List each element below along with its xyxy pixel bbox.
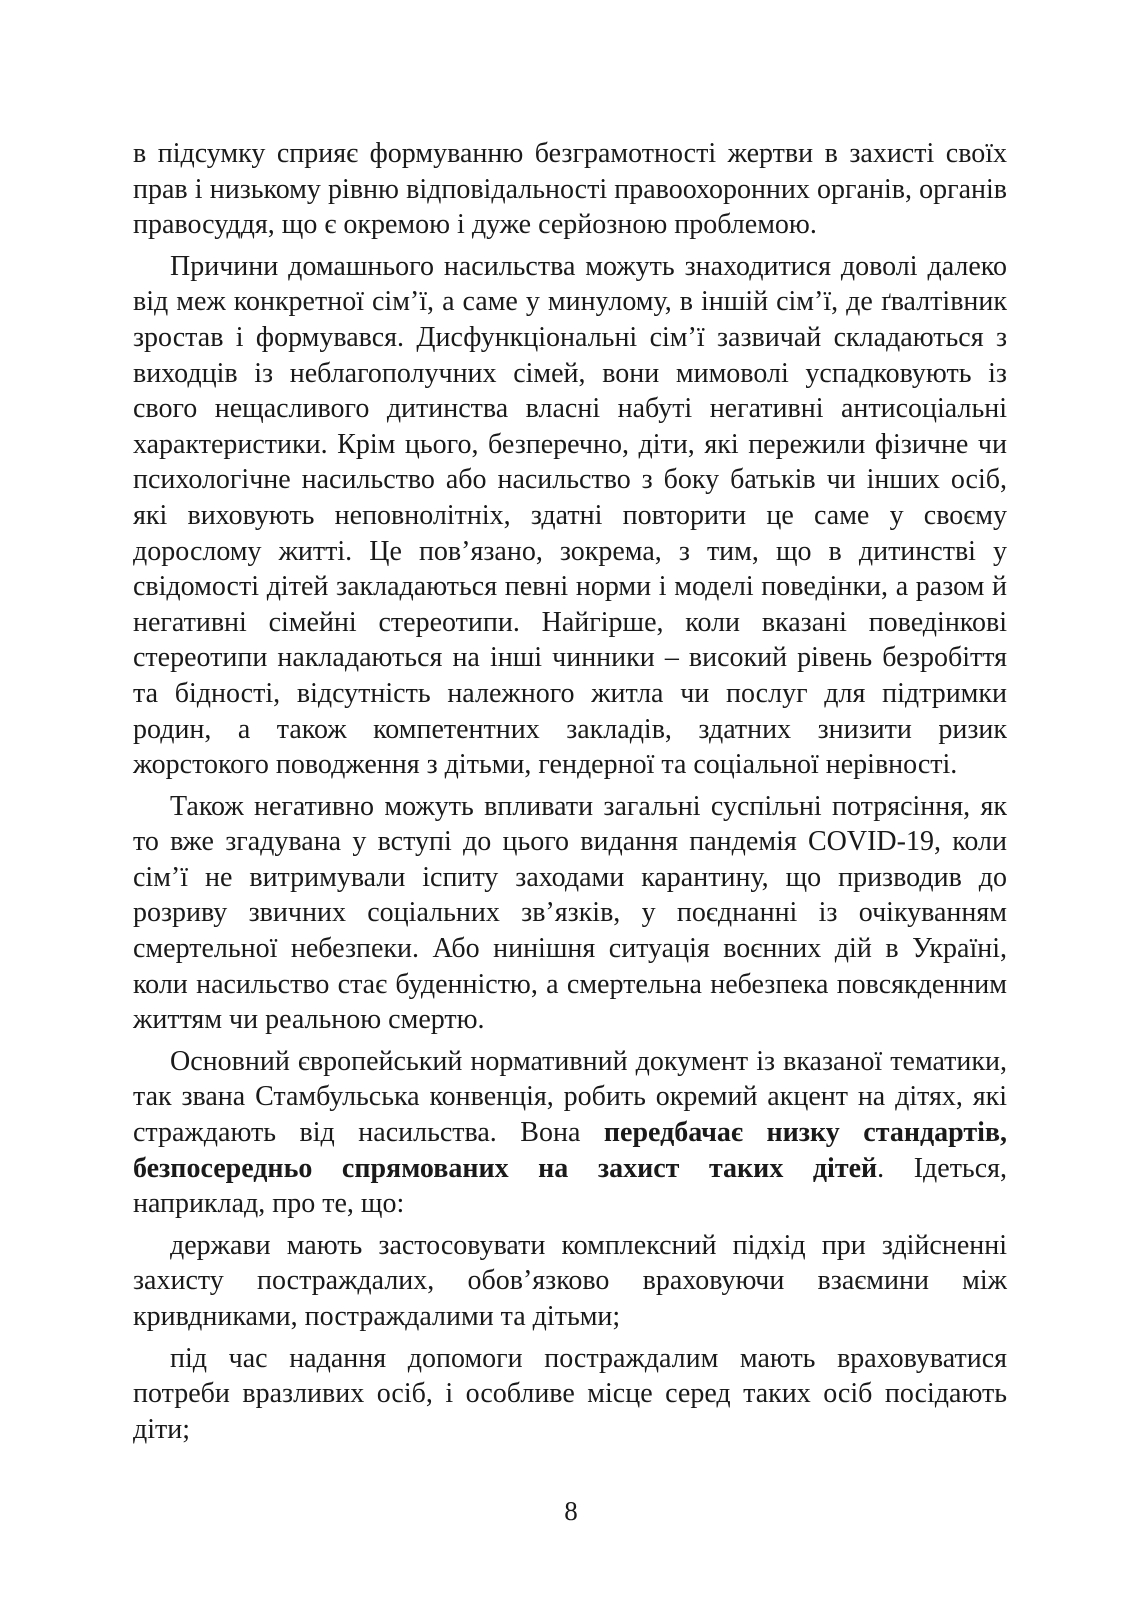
paragraph-3: Також негативно можуть впливати загальні суспільні потрясіння, як то вже згадувана у вступі до цього видання пандемія COVID-19, коли сім’ї не витримували іспиту заходами карантину, що призводив до розриву звичних соціальних зв’язків, у поєднанні із очікуванням смертельної небезпеки. Або нинішня ситуація воєнних дій в Україні, коли насильство стає буденністю, а смертельна небезпека повсякденним життям чи реальною смертю. xyxy=(133,790,1007,1036)
paragraph-1: в підсумку сприяє формуванню безграмотності жертви в захисті своїх прав і низькому рівню відповідальності правоохоронних органів, органів правосуддя, що є окремою і дуже серйозною проблемою. xyxy=(133,138,1007,241)
paragraph-6: під час надання допомоги постраждалим мають враховуватися потреби вразливих осіб, і особливе місце серед таких осіб посідають діти; xyxy=(133,1342,1007,1445)
paragraph-4-bold-text: передбачає низку стандартів, безпосередньо спрямованих на захист таких дітей xyxy=(133,1117,1007,1184)
paragraph-2: Причини домашнього насильства можуть знаходитися доволі далеко від меж конкретної сім’ї, а саме у минулому, в іншій сім’ї, де ґвалтівник зростав і формувався. Дисфункціональні сім’ї зазвичай складаються з виходців із неблагополучних сімей, вони мимоволі успадковують із свого нещасливого дитинства власні набуті негативні антисоціальні характеристики. Крім цього, безперечно, діти, які пережили фізичне чи психологічне насильство або насильство з боку батьків чи інших осіб, які виховують неповнолітніх, здатні повторити це саме у своєму дорослому житті. Це пов’язано, зокрема, з тим, що в дитинстві у свідомості дітей закладаються певні норми і моделі поведінки, а разом й негативні сімейні стереотипи. Найгірше, коли вказані поведінкові стереотипи накладаються на інші чинники – високий рівень безробіття та бідності, відсутність належного житла чи послуг для підтримки родин, а також компетентних закладів, здатних знизити ризик жорстокого поводження з дітьми, гендерної та соціальної нерівності. xyxy=(133,250,1007,781)
paragraph-5: держави мають застосовувати комплексний підхід при здійсненні захисту постраждалих, обов’язково враховуючи взаємини між кривдниками, постраждалими та дітьми; xyxy=(133,1229,1007,1332)
paragraph-4 xyxy=(133,1044,1007,1222)
page-body xyxy=(133,136,1007,1453)
page-number: 8 xyxy=(564,1496,578,1526)
paragraph-4-text-after: . Ідеться, наприклад, про те, що: xyxy=(133,1152,1008,1220)
paragraph-4-text-before: Основний європейський нормативний документ із вказаної тематики, так звана Стамбульська конвенція, робить окремий акцент на дітях, які страждають від насильства. Вона xyxy=(133,1045,1007,1149)
